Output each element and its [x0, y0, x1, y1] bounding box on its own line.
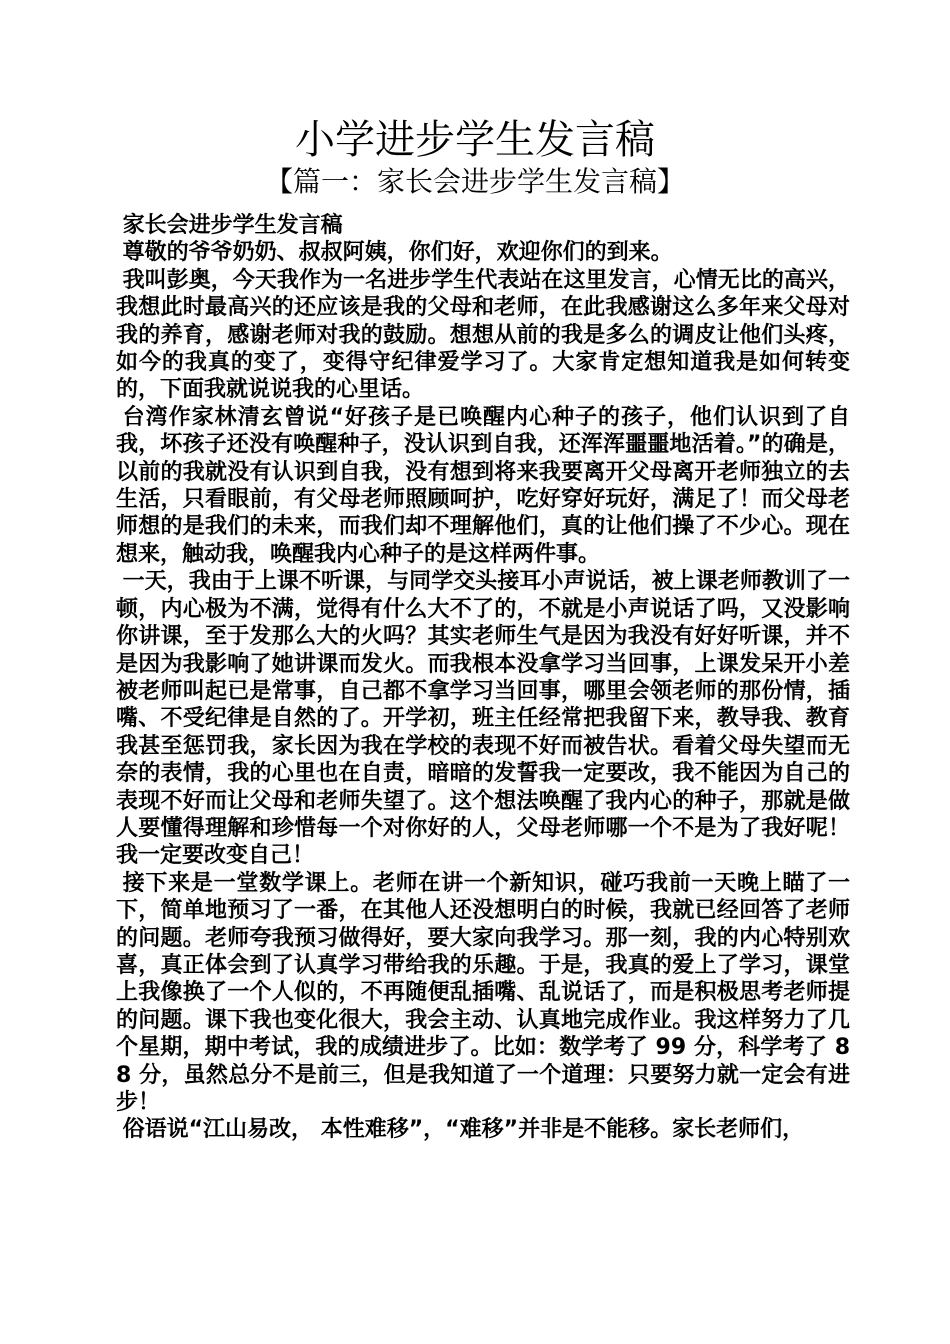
- document-body: [116, 212, 850, 1144]
- document-subtitle: 【篇一：家长会进步学生发言稿】: [264, 165, 685, 198]
- paragraph-first-event: 一天，我由于上课不听课，与同学交头接耳小声说话，被上课老师教训了一顿，内心极为不满，觉得有什么大不了的，不就是小声说话了吗，又没影响你讲课，至于发那么大的火吗？其实老师生气是因为我没有好好听课，并不是因为我影响了她讲课而发火。而我根本没拿学习当回事，上课发呆开小差被老师叫起已是常事，自己都不拿学习当回事，哪里会领老师的那份情，插嘴、不受纪律是自然的了。开学初，班主任经常把我留下来，教导我、教育我甚至惩罚我，家长因为我在学校的表现不好而被告状。看着父母失望而无奈的表情，我的心里也在自责，暗暗的发誓我一定要改，我不能因为自己的表现不好而让父母和老师失望了。这个想法唤醒了我内心的种子，那就是做人要懂得理解和珍惜每一个对你好的人，父母老师哪一个不是为了我好呢！我一定要改变自己！: [116, 569, 850, 869]
- paragraph-quote: 台湾作家林清玄曾说“好孩子是已唤醒内心种子的孩子，他们认识到了自我，坏孩子还没有唤醒种子，没认识到自我，还浑浑噩噩地活着。”的确是，以前的我就没有认识到自我，没有想到将来我要离开父母离开老师独立的去生活，只看眼前，有父母老师照顾呵护，吃好穿好玩好，满足了！而父母老师想的是我们的未来，而我们却不理解他们，真的让他们操了不少心。现在想来，触动我，唤醒我内心种子的是这样两件事。: [116, 404, 850, 567]
- document-title: 小学进步学生发言稿: [295, 117, 655, 163]
- speech-heading: 家长会进步学生发言稿: [122, 213, 343, 238]
- paragraph-second-event: 接下来是一堂数学课上。老师在讲一个新知识，碰巧我前一天晚上瞄了一下，简单地预习了一番，在其他人还没想明白的时候，我就已经回答了老师的问题。老师夸我预习做得好，要大家向我学习。那一刻，我的内心特别欢喜，真正体会到了认真学习带给我的乐趣。于是，我真的爱上了学习，课堂上我像换了一个人似的，不再随便乱插嘴、乱说话了，而是积极思考老师提的问题。课下我也变化很大，我会主动、认真地完成作业。我这样努力了几个星期，期中考试，我的成绩进步了。比如：数学考了 99 分，科学考了 88 分，虽然总分不是前三，但是我知道了一个道理：只要努力就一定会有进步！: [116, 870, 850, 1115]
- paragraph-greeting: 尊敬的爷爷奶奶、叔叔阿姨，你们好，欢迎你们的到来。: [122, 240, 673, 266]
- paragraph-proverb: 俗语说“江山易改， 本性难移”，“难移”并非是不能移。家长老师们，: [122, 1117, 805, 1143]
- paragraph-introduction: 我叫彭奥，今天我作为一名进步学生代表站在这里发言，心情无比的高兴，我想此时最高兴的还应该是我的父母和老师，在此我感谢这么多年来父母对我的养育，感谢老师对我的鼓励。想想从前的我是多么的调皮让他们头疼，如今的我真的变了，变得守纪律爱学习了。大家肯定想知道我是如何转变的，下面我就说说我的心里话。: [116, 267, 850, 403]
